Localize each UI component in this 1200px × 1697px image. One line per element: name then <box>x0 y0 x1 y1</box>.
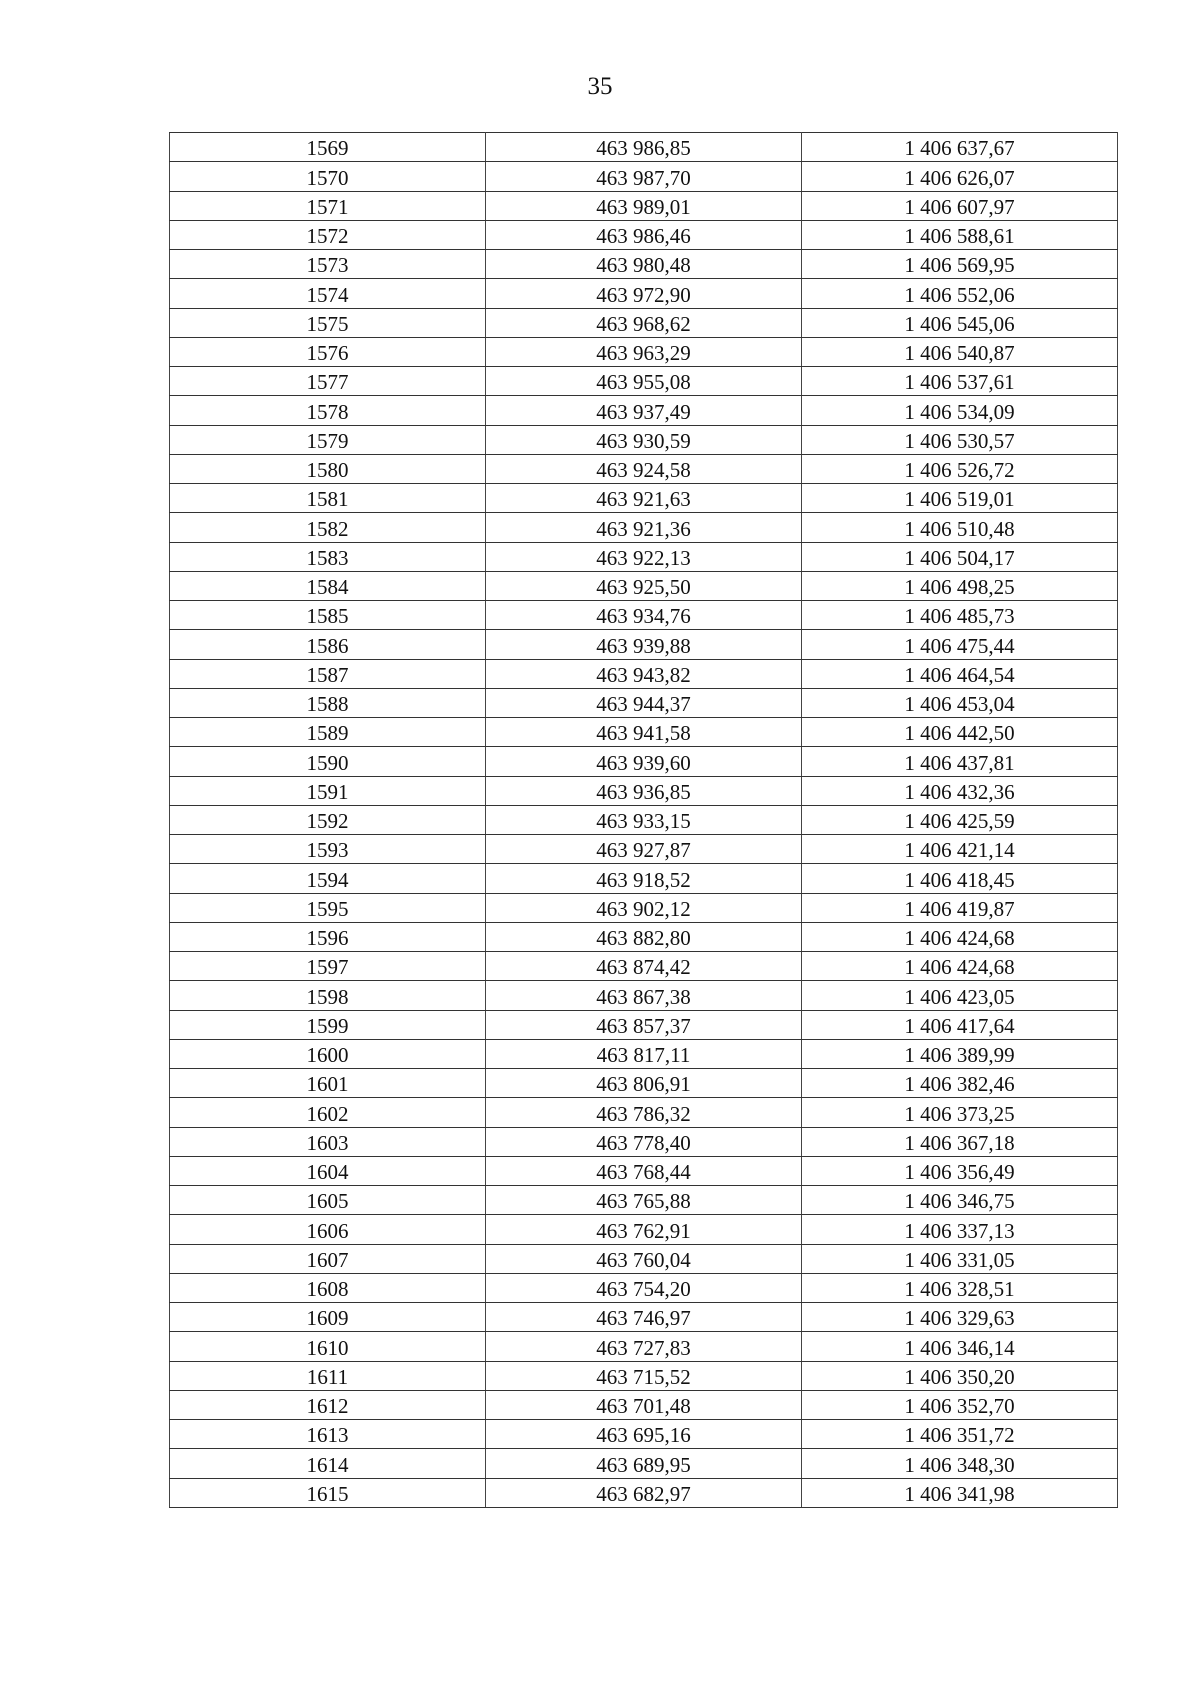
table-row <box>170 542 1118 571</box>
table-row <box>170 1127 1118 1156</box>
y-coordinate-cell: 1 406 382,46 <box>802 1069 1118 1098</box>
x-coordinate-cell: 463 939,88 <box>486 630 802 659</box>
table-row <box>170 893 1118 922</box>
table-row <box>170 1390 1118 1419</box>
y-coordinate-cell: 1 406 475,44 <box>802 630 1118 659</box>
x-coordinate-cell: 463 943,82 <box>486 659 802 688</box>
x-coordinate-cell: 463 980,48 <box>486 250 802 279</box>
point-number-cell: 1613 <box>170 1420 486 1449</box>
x-coordinate-cell: 463 806,91 <box>486 1069 802 1098</box>
y-coordinate-cell: 1 406 424,68 <box>802 922 1118 951</box>
table-row <box>170 396 1118 425</box>
y-coordinate-cell: 1 406 337,13 <box>802 1215 1118 1244</box>
table-row <box>170 1098 1118 1127</box>
y-coordinate-cell: 1 406 464,54 <box>802 659 1118 688</box>
point-number-cell: 1606 <box>170 1215 486 1244</box>
table-row <box>170 250 1118 279</box>
table-row <box>170 864 1118 893</box>
table-row <box>170 1215 1118 1244</box>
table-row <box>170 630 1118 659</box>
y-coordinate-cell: 1 406 504,17 <box>802 542 1118 571</box>
y-coordinate-cell: 1 406 437,81 <box>802 747 1118 776</box>
point-number-cell: 1588 <box>170 688 486 717</box>
x-coordinate-cell: 463 936,85 <box>486 776 802 805</box>
point-number-cell: 1597 <box>170 952 486 981</box>
point-number-cell: 1589 <box>170 718 486 747</box>
y-coordinate-cell: 1 406 432,36 <box>802 776 1118 805</box>
table-row <box>170 1449 1118 1478</box>
point-number-cell: 1598 <box>170 981 486 1010</box>
x-coordinate-cell: 463 944,37 <box>486 688 802 717</box>
x-coordinate-cell: 463 786,32 <box>486 1098 802 1127</box>
y-coordinate-cell: 1 406 453,04 <box>802 688 1118 717</box>
x-coordinate-cell: 463 765,88 <box>486 1186 802 1215</box>
table-row <box>170 484 1118 513</box>
table-row <box>170 425 1118 454</box>
point-number-cell: 1577 <box>170 367 486 396</box>
point-number-cell: 1569 <box>170 133 486 162</box>
y-coordinate-cell: 1 406 389,99 <box>802 1039 1118 1068</box>
y-coordinate-cell: 1 406 348,30 <box>802 1449 1118 1478</box>
table-row <box>170 1069 1118 1098</box>
y-coordinate-cell: 1 406 352,70 <box>802 1390 1118 1419</box>
table-row <box>170 133 1118 162</box>
point-number-cell: 1572 <box>170 220 486 249</box>
point-number-cell: 1591 <box>170 776 486 805</box>
x-coordinate-cell: 463 715,52 <box>486 1361 802 1390</box>
x-coordinate-cell: 463 817,11 <box>486 1039 802 1068</box>
x-coordinate-cell: 463 768,44 <box>486 1156 802 1185</box>
point-number-cell: 1612 <box>170 1390 486 1419</box>
y-coordinate-cell: 1 406 510,48 <box>802 513 1118 542</box>
point-number-cell: 1601 <box>170 1069 486 1098</box>
table-row <box>170 1332 1118 1361</box>
y-coordinate-cell: 1 406 346,75 <box>802 1186 1118 1215</box>
table-row <box>170 279 1118 308</box>
table-row <box>170 1273 1118 1302</box>
table-row <box>170 1156 1118 1185</box>
table-row <box>170 1303 1118 1332</box>
table-row <box>170 952 1118 981</box>
point-number-cell: 1593 <box>170 835 486 864</box>
table-row <box>170 191 1118 220</box>
y-coordinate-cell: 1 406 331,05 <box>802 1244 1118 1273</box>
point-number-cell: 1611 <box>170 1361 486 1390</box>
y-coordinate-cell: 1 406 423,05 <box>802 981 1118 1010</box>
y-coordinate-cell: 1 406 569,95 <box>802 250 1118 279</box>
x-coordinate-cell: 463 972,90 <box>486 279 802 308</box>
table-row <box>170 308 1118 337</box>
x-coordinate-cell: 463 930,59 <box>486 425 802 454</box>
coordinates-table-body <box>170 133 1118 1508</box>
x-coordinate-cell: 463 689,95 <box>486 1449 802 1478</box>
x-coordinate-cell: 463 955,08 <box>486 367 802 396</box>
point-number-cell: 1604 <box>170 1156 486 1185</box>
y-coordinate-cell: 1 406 418,45 <box>802 864 1118 893</box>
y-coordinate-cell: 1 406 351,72 <box>802 1420 1118 1449</box>
x-coordinate-cell: 463 922,13 <box>486 542 802 571</box>
x-coordinate-cell: 463 941,58 <box>486 718 802 747</box>
y-coordinate-cell: 1 406 373,25 <box>802 1098 1118 1127</box>
table-row <box>170 513 1118 542</box>
table-row <box>170 747 1118 776</box>
y-coordinate-cell: 1 406 626,07 <box>802 162 1118 191</box>
x-coordinate-cell: 463 754,20 <box>486 1273 802 1302</box>
y-coordinate-cell: 1 406 367,18 <box>802 1127 1118 1156</box>
y-coordinate-cell: 1 406 341,98 <box>802 1478 1118 1507</box>
x-coordinate-cell: 463 939,60 <box>486 747 802 776</box>
x-coordinate-cell: 463 902,12 <box>486 893 802 922</box>
y-coordinate-cell: 1 406 537,61 <box>802 367 1118 396</box>
point-number-cell: 1581 <box>170 484 486 513</box>
y-coordinate-cell: 1 406 526,72 <box>802 454 1118 483</box>
y-coordinate-cell: 1 406 329,63 <box>802 1303 1118 1332</box>
point-number-cell: 1605 <box>170 1186 486 1215</box>
table-row <box>170 162 1118 191</box>
x-coordinate-cell: 463 727,83 <box>486 1332 802 1361</box>
point-number-cell: 1594 <box>170 864 486 893</box>
page-number: 35 <box>587 73 613 100</box>
table-row <box>170 1361 1118 1390</box>
table-row <box>170 1420 1118 1449</box>
table-row <box>170 1010 1118 1039</box>
table-row <box>170 981 1118 1010</box>
y-coordinate-cell: 1 406 424,68 <box>802 952 1118 981</box>
point-number-cell: 1583 <box>170 542 486 571</box>
point-number-cell: 1599 <box>170 1010 486 1039</box>
point-number-cell: 1602 <box>170 1098 486 1127</box>
y-coordinate-cell: 1 406 346,14 <box>802 1332 1118 1361</box>
y-coordinate-cell: 1 406 350,20 <box>802 1361 1118 1390</box>
x-coordinate-cell: 463 746,97 <box>486 1303 802 1332</box>
point-number-cell: 1584 <box>170 571 486 600</box>
point-number-cell: 1614 <box>170 1449 486 1478</box>
table-row <box>170 601 1118 630</box>
table-row <box>170 1039 1118 1068</box>
table-row <box>170 688 1118 717</box>
point-number-cell: 1596 <box>170 922 486 951</box>
point-number-cell: 1590 <box>170 747 486 776</box>
table-row <box>170 220 1118 249</box>
x-coordinate-cell: 463 874,42 <box>486 952 802 981</box>
point-number-cell: 1608 <box>170 1273 486 1302</box>
x-coordinate-cell: 463 924,58 <box>486 454 802 483</box>
y-coordinate-cell: 1 406 425,59 <box>802 805 1118 834</box>
table-row <box>170 922 1118 951</box>
x-coordinate-cell: 463 918,52 <box>486 864 802 893</box>
y-coordinate-cell: 1 406 545,06 <box>802 308 1118 337</box>
x-coordinate-cell: 463 989,01 <box>486 191 802 220</box>
x-coordinate-cell: 463 867,38 <box>486 981 802 1010</box>
table-row <box>170 776 1118 805</box>
point-number-cell: 1585 <box>170 601 486 630</box>
point-number-cell: 1610 <box>170 1332 486 1361</box>
y-coordinate-cell: 1 406 421,14 <box>802 835 1118 864</box>
x-coordinate-cell: 463 921,63 <box>486 484 802 513</box>
table-row <box>170 1478 1118 1507</box>
y-coordinate-cell: 1 406 485,73 <box>802 601 1118 630</box>
point-number-cell: 1587 <box>170 659 486 688</box>
x-coordinate-cell: 463 695,16 <box>486 1420 802 1449</box>
point-number-cell: 1603 <box>170 1127 486 1156</box>
x-coordinate-cell: 463 963,29 <box>486 337 802 366</box>
point-number-cell: 1580 <box>170 454 486 483</box>
point-number-cell: 1573 <box>170 250 486 279</box>
point-number-cell: 1575 <box>170 308 486 337</box>
point-number-cell: 1578 <box>170 396 486 425</box>
point-number-cell: 1574 <box>170 279 486 308</box>
point-number-cell: 1579 <box>170 425 486 454</box>
x-coordinate-cell: 463 987,70 <box>486 162 802 191</box>
point-number-cell: 1607 <box>170 1244 486 1273</box>
table-row <box>170 337 1118 366</box>
x-coordinate-cell: 463 968,62 <box>486 308 802 337</box>
x-coordinate-cell: 463 760,04 <box>486 1244 802 1273</box>
point-number-cell: 1586 <box>170 630 486 659</box>
y-coordinate-cell: 1 406 519,01 <box>802 484 1118 513</box>
y-coordinate-cell: 1 406 498,25 <box>802 571 1118 600</box>
table-row <box>170 1244 1118 1273</box>
y-coordinate-cell: 1 406 530,57 <box>802 425 1118 454</box>
point-number-cell: 1571 <box>170 191 486 220</box>
x-coordinate-cell: 463 986,85 <box>486 133 802 162</box>
table-row <box>170 571 1118 600</box>
table-row <box>170 805 1118 834</box>
point-number-cell: 1576 <box>170 337 486 366</box>
coordinates-table <box>169 132 1118 1508</box>
point-number-cell: 1600 <box>170 1039 486 1068</box>
point-number-cell: 1595 <box>170 893 486 922</box>
y-coordinate-cell: 1 406 356,49 <box>802 1156 1118 1185</box>
y-coordinate-cell: 1 406 588,61 <box>802 220 1118 249</box>
x-coordinate-cell: 463 682,97 <box>486 1478 802 1507</box>
y-coordinate-cell: 1 406 540,87 <box>802 337 1118 366</box>
x-coordinate-cell: 463 857,37 <box>486 1010 802 1039</box>
y-coordinate-cell: 1 406 552,06 <box>802 279 1118 308</box>
y-coordinate-cell: 1 406 607,97 <box>802 191 1118 220</box>
y-coordinate-cell: 1 406 419,87 <box>802 893 1118 922</box>
x-coordinate-cell: 463 937,49 <box>486 396 802 425</box>
point-number-cell: 1570 <box>170 162 486 191</box>
point-number-cell: 1582 <box>170 513 486 542</box>
x-coordinate-cell: 463 986,46 <box>486 220 802 249</box>
x-coordinate-cell: 463 927,87 <box>486 835 802 864</box>
point-number-cell: 1615 <box>170 1478 486 1507</box>
table-row <box>170 1186 1118 1215</box>
x-coordinate-cell: 463 762,91 <box>486 1215 802 1244</box>
y-coordinate-cell: 1 406 442,50 <box>802 718 1118 747</box>
point-number-cell: 1592 <box>170 805 486 834</box>
table-row <box>170 718 1118 747</box>
table-row <box>170 659 1118 688</box>
y-coordinate-cell: 1 406 417,64 <box>802 1010 1118 1039</box>
x-coordinate-cell: 463 933,15 <box>486 805 802 834</box>
y-coordinate-cell: 1 406 534,09 <box>802 396 1118 425</box>
table-row <box>170 454 1118 483</box>
table-row <box>170 835 1118 864</box>
x-coordinate-cell: 463 882,80 <box>486 922 802 951</box>
x-coordinate-cell: 463 921,36 <box>486 513 802 542</box>
x-coordinate-cell: 463 778,40 <box>486 1127 802 1156</box>
x-coordinate-cell: 463 701,48 <box>486 1390 802 1419</box>
y-coordinate-cell: 1 406 328,51 <box>802 1273 1118 1302</box>
table-row <box>170 367 1118 396</box>
x-coordinate-cell: 463 925,50 <box>486 571 802 600</box>
x-coordinate-cell: 463 934,76 <box>486 601 802 630</box>
point-number-cell: 1609 <box>170 1303 486 1332</box>
y-coordinate-cell: 1 406 637,67 <box>802 133 1118 162</box>
